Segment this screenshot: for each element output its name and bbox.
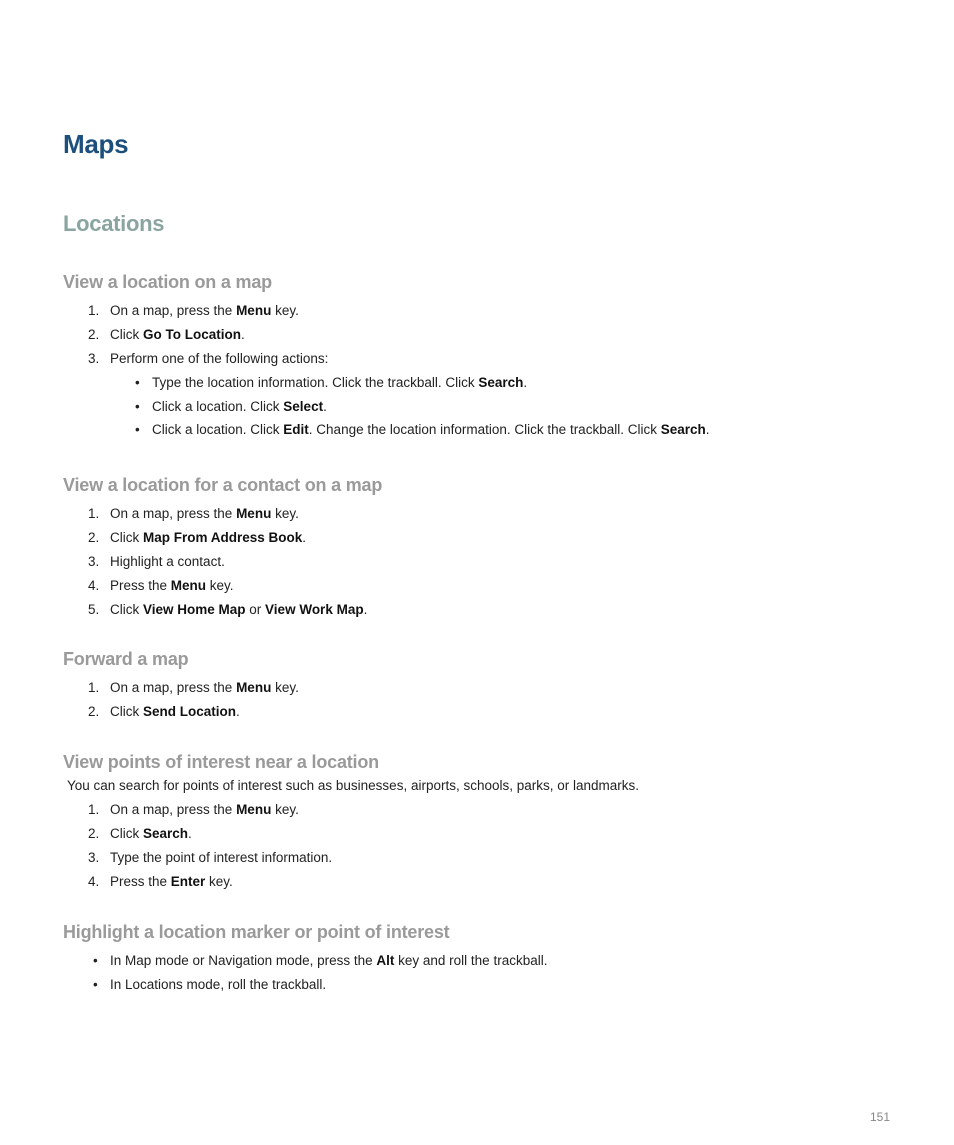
list-item: 1. On a map, press the Menu key. <box>88 506 299 521</box>
section-view-location <box>63 270 903 442</box>
list-item: 2. Click Go To Location. <box>88 327 245 342</box>
section-poi <box>63 750 903 894</box>
steps-contact-location <box>63 502 903 622</box>
steps-forward-map <box>63 676 903 724</box>
list-item: 5. Click View Home Map or View Work Map. <box>88 602 368 617</box>
list-item: 3. Perform one of the following actions: <box>88 351 329 366</box>
heading-view-location: View a location on a map <box>63 272 272 292</box>
list-item: 3. Type the point of interest information. <box>88 850 333 865</box>
list-item: 2. Click Send Location. <box>88 704 240 719</box>
list-item: • In Map mode or Navigation mode, press the Alt key and roll the trackball. <box>93 953 548 968</box>
heading-forward-map: Forward a map <box>63 649 189 669</box>
list-item: 4. Press the Enter key. <box>88 874 233 889</box>
section-highlight <box>63 920 903 997</box>
heading-highlight: Highlight a location marker or point of interest <box>63 922 450 942</box>
list-item: 4. Press the Menu key. <box>88 578 234 593</box>
list-item: • Click a location. Click Edit. Change the location information. Click the trackball. Click Search. <box>135 422 710 437</box>
list-item: 1. On a map, press the Menu key. <box>88 802 299 817</box>
list-item: • In Locations mode, roll the trackball. <box>93 977 327 992</box>
section-title-locations: Locations <box>63 211 165 236</box>
page-title: Maps <box>63 129 129 159</box>
list-item: 2. Click Search. <box>88 826 192 841</box>
list-item: 1. On a map, press the Menu key. <box>88 680 299 695</box>
section-forward-map <box>63 647 903 724</box>
heading-contact-location: View a location for a contact on a map <box>63 475 383 495</box>
list-item: 1. On a map, press the Menu key. <box>88 303 299 318</box>
bullets-highlight <box>63 949 903 997</box>
list-item: 3. Highlight a contact. <box>88 554 225 569</box>
page-number: 151 <box>869 1110 890 1124</box>
list-item: • Type the location information. Click the trackball. Click Search. <box>135 375 528 390</box>
intro-poi: You can search for points of interest such as businesses, airports, schools, parks, or landmarks. <box>67 778 640 793</box>
section-contact-location <box>63 473 903 622</box>
list-item: 2. Click Map From Address Book. <box>88 530 307 545</box>
steps-view-location <box>63 299 903 371</box>
steps-poi <box>63 798 903 894</box>
list-item: • Click a location. Click Select. <box>135 398 327 414</box>
subitems-view-location <box>63 371 903 442</box>
heading-poi: View points of interest near a location <box>63 752 379 772</box>
